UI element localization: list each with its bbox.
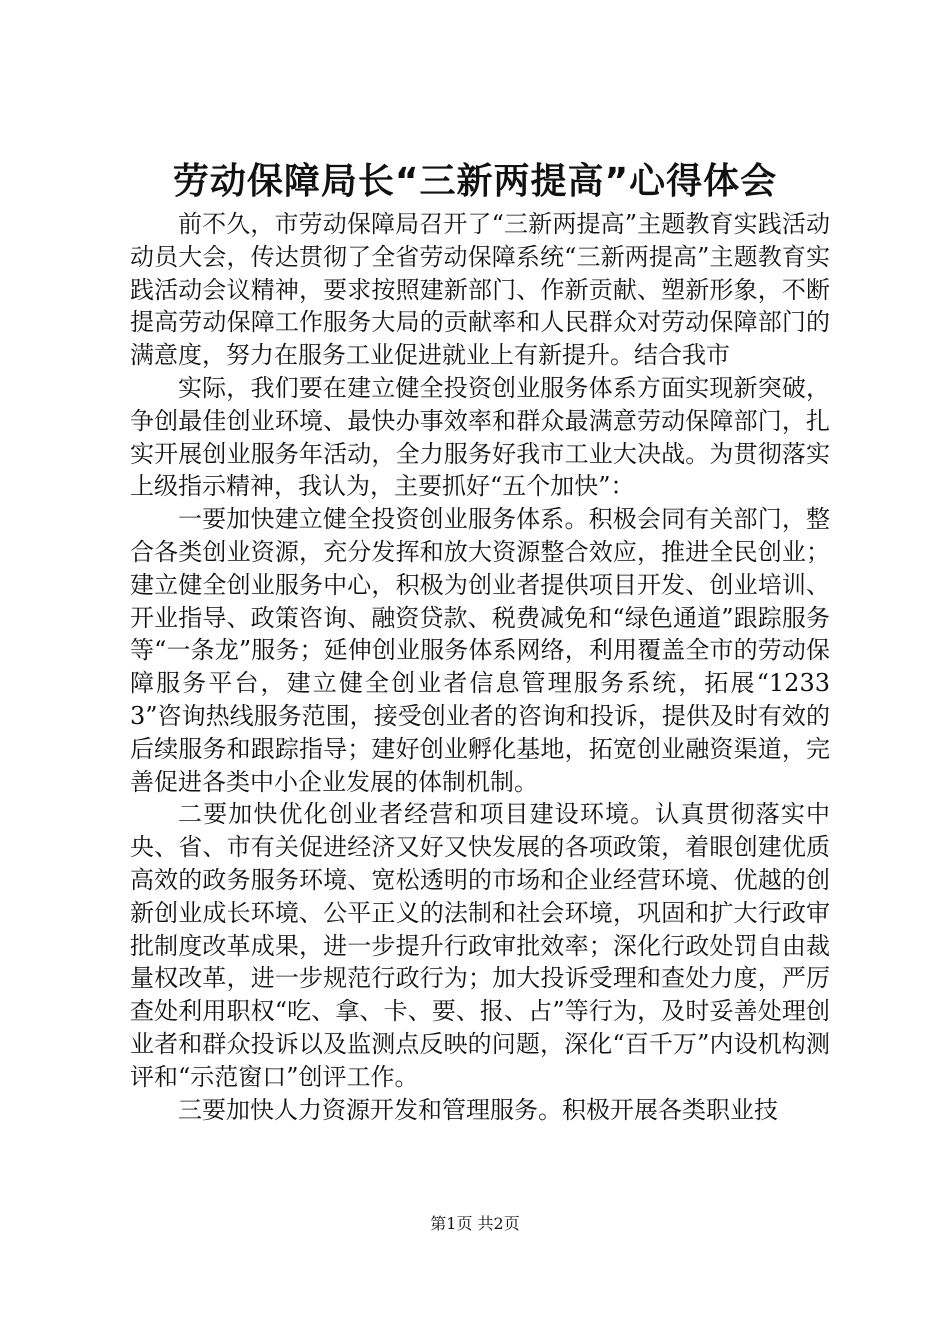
paragraph-5: 三要加快人力资源开发和管理服务。积极开展各类职业技: [178, 1095, 778, 1124]
paragraph-4: 二要加快优化创业者经营和项目建设环境。认真贯彻落实中央、省、市有关促进经济又好又快发展的各项政策，着眼创建优质高效的政务服务环境、宽松透明的市场和企业经营环境、优越的创新创业成长环境、公平正义的法制和社会环境，巩固和扩大行政审批制度改革成果，进一步提升行政审批效率；深化行政处罚自由裁量权改革，进一步规范行政行为；加大投诉受理和查处力度，严厉查处利用职权“吃、拿、卡、要、报、占”等行为，及时妥善处理创业者和群众投诉以及监测点反映的问题，深化“百千万”内设机构测评和“示范窗口”创评工作。: [130, 800, 830, 1091]
document-title: 劳动保障局长“三新两提高”心得体会: [172, 161, 778, 202]
paragraph-2: 实际，我们要在建立健全投资创业服务体系方面实现新突破，争创最佳创业环境、最快办事效率和群众最满意劳动保障部门，扎实开展创业服务年活动，全力服务好我市工业大决战。为贯彻落实上级指示精神，我认为，主要抓好“五个加快”：: [130, 373, 830, 501]
paragraph-1: 前不久，市劳动保障局召开了“三新两提高”主题教育实践活动动员大会，传达贯彻了全省劳动保障系统“三新两提高”主题教育实践活动会议精神，要求按照建新部门、作新贡献、塑新形象，不断提高劳动保障工作服务大局的贡献率和人民群众对劳动保障部门的满意度，努力在服务工业促进就业上有新提升。结合我市: [130, 210, 830, 370]
paragraph-3: 一要加快建立健全投资创业服务体系。积极会同有关部门，整合各类创业资源，充分发挥和放大资源整合效应，推进全民创业；建立健全创业服务中心，积极为创业者提供项目开发、创业培训、开业指导、政策咨询、融资贷款、税费减免和“绿色通道”跟踪服务等“一条龙”服务；延伸创业服务体系网络，利用覆盖全市的劳动保障服务平台，建立健全创业者信息管理服务系统，拓展“12333”咨询热线服务范围，接受创业者的咨询和投诉，提供及时有效的后续服务和跟踪指导；建好创业孵化基地，拓宽创业融资渠道，完善促进各类中小企业发展的体制机制。: [130, 505, 830, 796]
page-number-footer: 第1页 共2页: [430, 1214, 520, 1233]
document-body: [130, 208, 830, 1126]
